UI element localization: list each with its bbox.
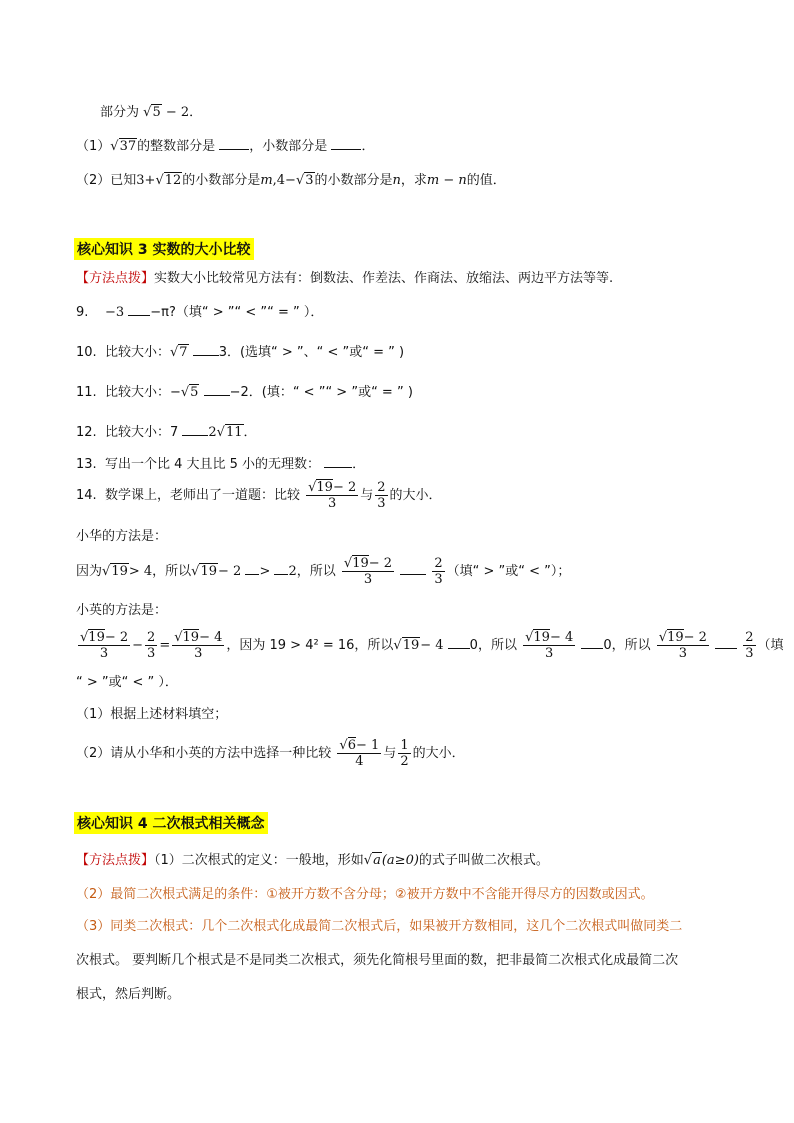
xiaohua-method: 因为√19> 4，所以√19− 2 > 2，所以 $\frac{√19- 2}{3}$ $\frac{2}{3}$ （填“ > ”或“ < ”）； [76, 556, 571, 587]
answer-blank[interactable] [204, 382, 230, 396]
answer-blank[interactable] [245, 561, 259, 575]
answer-blank[interactable] [715, 635, 737, 649]
xiaoying-continuation: “ > ”或“ < ” ）． [76, 675, 178, 690]
question-9: 9. −3 −π?（填“ > ”“ < ”“ = ” ）． [76, 302, 323, 322]
question-part-2: （2）已知3+√12的小数部分是m,4−√3的小数部分是n，求m − n的值． [76, 173, 506, 188]
concept-like-radicals-2: 次根式。 要判断几个根式是不是同类二次根式，须先化简根号里面的数，把非最简二次根式化成最简二次 [76, 953, 679, 968]
concept-like-radicals-3: 根式，然后判断。 [76, 987, 181, 1002]
xiaohua-title: 小华的方法是： [76, 529, 168, 544]
question-part-1: （1）√37的整数部分是 ，小数部分是 ． [76, 136, 374, 156]
intro-line: 部分为 √5 − 2． [100, 105, 203, 120]
fraction: $\frac{√6- 1}{4}$ [339, 738, 380, 769]
xiaoying-title: 小英的方法是： [76, 603, 168, 618]
concept-like-radicals-1: （3）同类二次根式：几个二次根式化成最简二次根式后，如果被开方数相同，这几个二次根式叫做同类二 [76, 919, 683, 934]
fraction: $\frac{√19- 2}{3}$ [308, 480, 357, 511]
question-12: 12. 比较大小：7 2√11． [76, 422, 257, 442]
question-14: 14. 数学课上，老师出了一道题：比较 $\frac{√19- 2}{3}$ 与 $\frac{2}{3}$ 的大小． [76, 480, 442, 511]
fraction: $\frac{2}{3}$ [377, 480, 386, 511]
question-13: 13. 写出一个比 4 大且比 5 小的无理数： ． [76, 454, 365, 474]
question-11: 11. 比较大小：−√5 −2．(填：“ < ”“ > ”或“ = ” ) [76, 382, 413, 402]
concept-simplest-radical: （2）最简二次根式满足的条件：①被开方数不含分母；②被开方数中不含能开得尽方的因数或因式。 [76, 887, 654, 902]
question-10: 10. 比较大小：√7 3．(选填“ > ”、“ < ”或“ = ” ) [76, 342, 404, 362]
answer-blank[interactable] [448, 635, 470, 649]
section-heading: 核心知识 3 实数的大小比较 [74, 238, 254, 260]
section-heading: 核心知识 4 二次根式相关概念 [74, 812, 268, 834]
sqrt-symbol: √5 [143, 105, 161, 120]
fraction: $\frac{√19- 2}{3}$ [343, 556, 393, 587]
xiaoying-method: $\frac{√19- 2}{3}$ − $\frac{2}{3}$ = $\frac{√19- 4}{3}$ ，因为 19 > 4² = 16，所以√19− 4 0，所以 $\frac{√19- 4}{3}$ 0，所以 $\frac{√19- 2}{3}$ $\frac{2}{3}$ （填 [80, 630, 784, 661]
answer-blank[interactable] [128, 302, 150, 316]
answer-blank[interactable] [182, 422, 208, 436]
question-14-part-2: （2）请从小华和小英的方法中选择一种比较 $\frac{√6- 1}{4}$ 与 $\frac{1}{2}$ 的大小． [76, 738, 465, 769]
answer-blank[interactable] [274, 561, 288, 575]
answer-blank[interactable] [193, 342, 219, 356]
method-tip: 【方法点拨】实数大小比较常见方法有：倒数法、作差法、作商法、放缩法、两边平方法等等. [76, 271, 614, 286]
answer-blank[interactable] [219, 136, 249, 150]
concept-definition: 【方法点拨】（1）二次根式的定义：一般地，形如√a(a≥0)的式子叫做二次根式。 [76, 853, 549, 868]
answer-blank[interactable] [400, 561, 426, 575]
answer-blank[interactable] [581, 635, 603, 649]
fraction: $\frac{2}{3}$ [434, 556, 443, 587]
question-14-part-1: （1）根据上述材料填空； [76, 707, 228, 722]
answer-blank[interactable] [324, 454, 352, 468]
fraction: $\frac{1}{2}$ [400, 738, 409, 769]
answer-blank[interactable] [331, 136, 361, 150]
